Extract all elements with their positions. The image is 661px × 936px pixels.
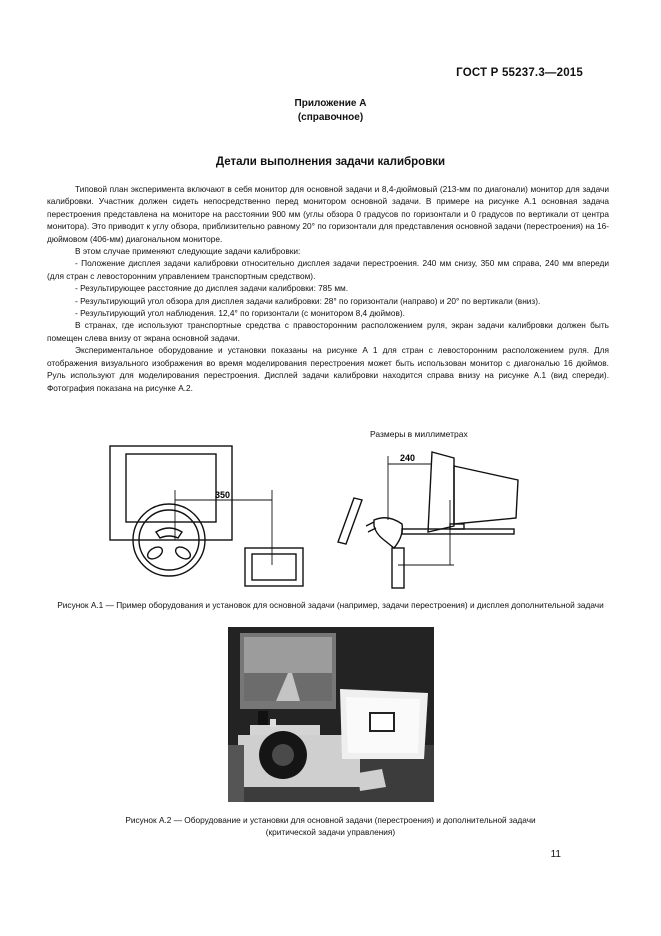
list-item: - Положение дисплея задачи калибровки относительно дисплея задачи перестроения. 240 мм снизу, 350 мм справа, 240 мм впереди (для стран с левосторонним управлением транспортным средством). — [47, 258, 609, 281]
calibration-monitor-screen — [252, 554, 296, 580]
page-number: 11 — [550, 849, 561, 860]
list-item: - Результирующее расстояние до дисплея задачи калибровки: 785 мм. — [75, 283, 349, 294]
list-item: - Результирующий угол наблюдения. 12,4° по горизонтали (с монитором 8,4 дюймов). — [75, 308, 405, 319]
body-text — [47, 183, 609, 394]
figure-a2-caption-line1: Рисунок А.2 — Оборудование и установки для основной задачи (перестроения) и дополнительной задачи — [125, 815, 536, 825]
side-view-diagram — [330, 440, 520, 590]
desk — [402, 529, 514, 534]
annex-heading — [0, 97, 661, 125]
annex-title: Приложение А — [294, 98, 367, 109]
front-view-diagram — [100, 440, 315, 590]
calibration-display-side — [338, 498, 362, 544]
annex-subtitle: (справочное) — [297, 112, 364, 123]
monitor-body-side — [454, 466, 518, 524]
steering-hole-left — [146, 545, 165, 562]
dimension-label-350: 350 — [215, 490, 231, 500]
paragraph: В этом случае применяют следующие задачи калибровки: — [75, 246, 301, 257]
main-monitor-screen — [126, 454, 216, 522]
figure-a1-caption: Рисунок А.1 — Пример оборудования и установок для основной задачи (например, задачи перестроения) и дисплея дополнительной задачи — [57, 600, 604, 610]
dimension-label-240: 240 — [400, 453, 416, 463]
section-title: Детали выполнения задачи калибровки — [215, 156, 446, 168]
equipment-photo — [228, 627, 434, 802]
document-id: ГОСТ Р 55237.3—2015 — [456, 67, 583, 79]
steering-spoke — [156, 528, 182, 538]
steering-wheel-side — [374, 518, 402, 548]
pedestal — [392, 548, 404, 588]
paragraph: Экспериментальное оборудование и установки показаны на рисунке А 1 для стран с левосторонним расположением руля. Для отображения визуального изображения во время моделирования перестроения может быть использован монитор с диагональю 16 дюймов. Руль используют для моделирования перестроения. Дисплей задачи калибровки находится справа внизу на рисунке А.1 (вид спереди). Фотография показана на рисунке А.2. — [47, 345, 609, 393]
paragraph: Типовой план эксперимента включают в себя монитор для основной задачи и 8,4-дюймовый (213-мм по диагонали) монитор для задачи калибровки. Участник должен сидеть непосредственно перед монитором основной задачи. В примере на рисунке А.1 основная задача перестроения представлена на мониторе на расстоянии 900 мм (углы обзора 0 градусов по горизонтали и 0 градусов по вертикали от центра монитора). Это приводит к углу обзора, приблизительно равному 20° по горизонтали для представления основной задачи (перестроения) на 16-дюймовом (406-мм) диагональном мониторе. — [47, 184, 609, 244]
paragraph: В странах, где используют транспортные средства с правосторонним расположением руля, экран задачи калибровки должен быть помещен слева внизу от экрана основной задачи. — [47, 320, 609, 343]
main-monitor-outer — [110, 446, 232, 540]
list-item: - Результирующий угол обзора для дисплея задачи калибровки: 28° по горизонтали (направо) и 20° по вертикали (вниз). — [75, 295, 541, 306]
figure-a2-caption — [40, 814, 621, 838]
steering-hole-right — [174, 545, 193, 562]
units-note: Размеры в миллиметрах — [370, 429, 468, 439]
figure-a2-caption-line2: (критической задачи управления) — [265, 827, 396, 837]
